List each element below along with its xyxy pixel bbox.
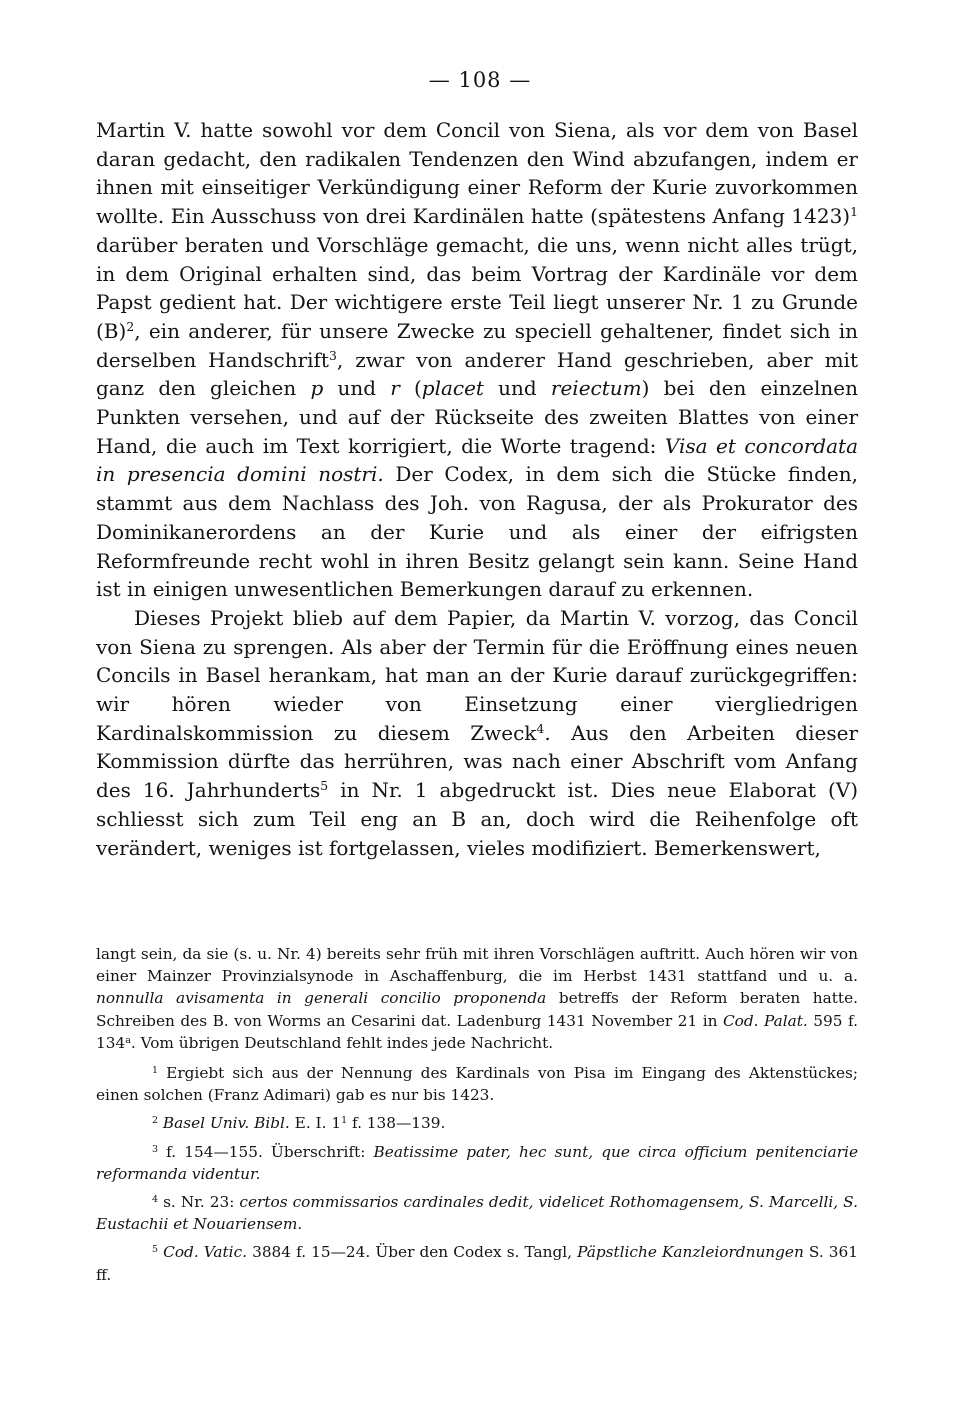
italic-text: Päpstliche Kanzleiordnungen <box>577 1243 804 1262</box>
text-run: Dieses Projekt blieb auf dem Papier, da Martin V. vorzog, das Concil von Siena zu sprengen. Als aber der Termin für die Eröffnung eines neuen Concils in Basel herankam, hat man an der Kurie darauf zurückgegriffen: wir hören wieder von Einsetzung einer viergliedrigen Kardinalskommission zu diesem Zweck <box>96 605 858 745</box>
text-run: . Vom übrigen Deutschland fehlt indes jede Nachricht. <box>130 1033 554 1052</box>
italic-text: nonnulla avisamenta in generali concilio proponenda <box>96 989 547 1008</box>
footnote-marker: 2 <box>126 319 135 335</box>
main-text <box>96 116 858 862</box>
footnote-2 <box>96 1112 858 1134</box>
text-run: ) bei den einzelnen Punkten versehen, und auf der Rückseite des zweiten Blattes von einer Hand, die auch im Text korrigiert, die Worte tragend: <box>96 376 859 458</box>
text-run: ( <box>399 376 422 401</box>
text-run: langt sein, da sie (s. u. Nr. 4) bereits sehr früh mit ihren Vorschlägen auftritt. Auch hören wir von einer Mainzer Provinzialsynode in Aschaffenburg, die im Herbst 1431 stattfand und u. a. <box>96 945 858 986</box>
text-run: 595 f. 134 <box>96 1011 858 1052</box>
footnote-marker: 2 <box>152 1115 159 1127</box>
text-run: , zwar von anderer Hand geschrieben, aber mit ganz den gleichen <box>96 347 858 401</box>
text-run: in Nr. 1 abgedruckt ist. Dies neue Elaborat (V) schliesst sich zum Teil eng an B an, doch wird die Reihenfolge oft verändert, weniges ist fortgelassen, vieles modifiziert. Bemerkenswert, <box>96 778 858 860</box>
italic-text: reiectum <box>550 376 642 401</box>
footnote-marker: 4 <box>152 1193 159 1205</box>
paragraph <box>96 604 858 862</box>
text-run: darüber beraten und Vorschläge gemacht, die uns, wenn nicht alles trügt, in dem Original erhalten sind, das beim Vortrag der Kardinäle vor dem Papst gedient hat. Der wichtigere erste Teil liegt unserer Nr. 1 zu Grunde (B) <box>96 232 858 343</box>
text-run: f. 154—155. Überschrift: <box>158 1142 374 1161</box>
text-run: , ein anderer, für unsere Zwecke zu speciell gehaltener, findet sich in derselben Handschrift <box>96 318 858 372</box>
text-run: . Aus den Arbeiten dieser Kommission dürfte das herrühren, was nach einer Abschrift vom Anfang des 16. Jahrhunderts <box>96 720 858 803</box>
footnote-4 <box>96 1191 858 1235</box>
text-run: f. 138—139. <box>347 1114 446 1133</box>
footnote-continuation <box>96 943 858 1054</box>
italic-text: certos commissarios cardinales dedit, videlicet Rothomagensem, S. Marcelli, S. Eustachii et Nouariensem. <box>96 1193 858 1234</box>
footnote-marker: 1 <box>341 1115 348 1127</box>
text-run: s. Nr. 23: <box>158 1193 240 1212</box>
text-run: 3884 f. 15—24. Über den Codex s. Tangl, <box>247 1243 578 1262</box>
footnote-marker: 5 <box>320 778 329 794</box>
italic-text: Cod. Vatic. <box>163 1243 248 1262</box>
text-run: Ergiebt sich aus der Nennung des Kardinals von Pisa im Eingang des Aktenstückes; einen solchen (Franz Adimari) gab es nur bis 1423. <box>96 1064 858 1105</box>
italic-text: Beatissime pater, hec sunt, que circa officium penitenciarie reformanda videntur. <box>96 1142 859 1183</box>
footnote-marker: 1 <box>152 1064 159 1076</box>
text-run: S. 361 ff. <box>96 1243 858 1284</box>
text-run: Martin V. hatte sowohl vor dem Concil von Siena, als vor dem von Basel daran gedacht, den radikalen Tendenzen den Wind abzufangen, indem er ihnen mit einseitiger Verkündigung einer Reform der Kurie zuvorkommen wollte. Ein Ausschuss von drei Kardinälen hatte (spätestens Anfang 1423) <box>96 118 858 229</box>
italic-text: Cod. Palat. <box>722 1011 808 1030</box>
footnote-1 <box>96 1062 858 1106</box>
text-run: betreffs der Reform beraten hatte. Schreiben des B. von Worms an Cesarini dat. Ladenburg 1431 November 21 in <box>96 989 858 1030</box>
footnotes <box>96 943 858 1292</box>
footnote-marker: 1 <box>850 204 858 220</box>
footnote-5 <box>96 1241 858 1285</box>
footnote-marker: 4 <box>536 720 545 736</box>
italic-text: Visa et concordata in presencia domini nostri. <box>96 433 858 487</box>
paragraph <box>96 116 858 604</box>
text-run: und <box>483 376 551 401</box>
footnote-marker: 5 <box>152 1244 159 1256</box>
italic-text: r <box>390 376 400 401</box>
footnote-3 <box>96 1141 858 1185</box>
text-run: E. I. 1 <box>289 1114 342 1133</box>
text-run: Der Codex, in dem sich die Stücke finden, stammt aus dem Nachlass des Joh. von Ragusa, der als Prokurator des Dominikanerordens an der Kurie und als einer der eifrigsten Reformfreunde recht wohl in ihren Besitz gelangt sein kann. Seine Hand ist in einigen unwesentlichen Bemerkungen darauf zu erkennen. <box>96 462 858 602</box>
footnote-marker: 3 <box>152 1143 159 1155</box>
page-number: — 108 — <box>428 68 532 92</box>
italic-text: Basel Univ. Bibl. <box>162 1114 290 1133</box>
footnote-marker: 3 <box>328 347 337 363</box>
italic-text: placet <box>421 376 484 401</box>
text-run: und <box>323 376 391 401</box>
footnote-marker: a <box>125 1034 131 1046</box>
italic-text: p <box>310 376 324 401</box>
